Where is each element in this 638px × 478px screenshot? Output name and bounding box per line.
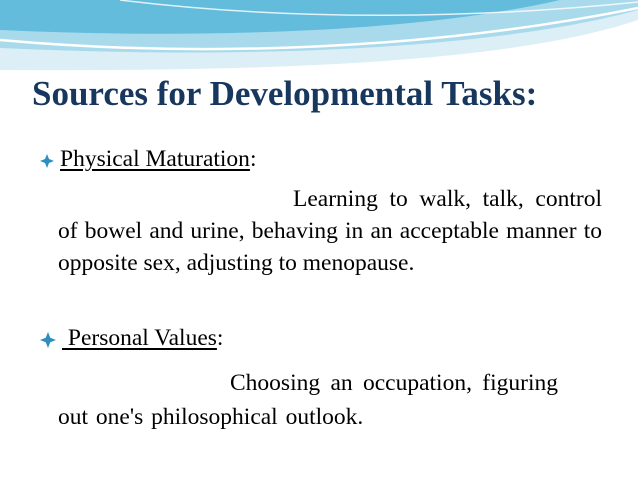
diamond-bullet-icon xyxy=(40,154,54,168)
bullet-description: Learning to walk, talk, control of bowel and urine, behaving in an acceptable manner to opposite sex, adjusting to menopause. xyxy=(58,186,602,276)
bullet-heading: Physical Maturation xyxy=(60,146,250,172)
bullet-heading: Personal Values xyxy=(62,325,217,351)
bullet-suffix: : xyxy=(249,146,257,172)
bullet-description: Choosing an occupation, figuring out one's philosophical outlook. xyxy=(58,370,558,430)
slide-title: Sources for Developmental Tasks: xyxy=(32,74,538,113)
bullet-item-physical-maturation xyxy=(40,146,256,173)
header-swoosh-decoration xyxy=(0,0,638,80)
bullet-suffix: : xyxy=(216,325,224,351)
diamond-bullet-icon xyxy=(40,332,56,348)
bullet-item-personal-values xyxy=(40,325,223,352)
